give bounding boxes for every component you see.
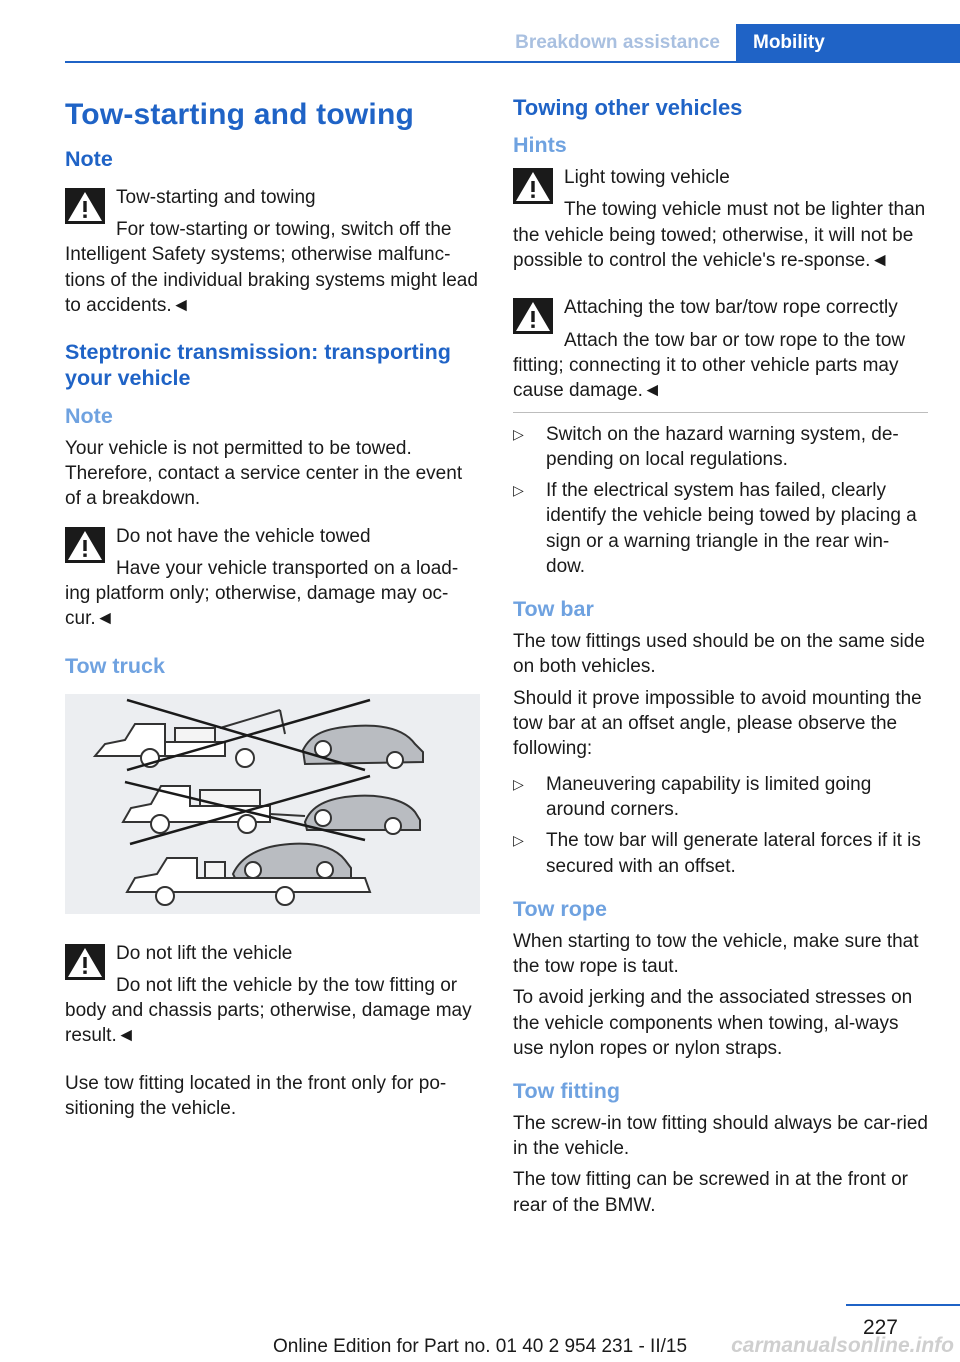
header-section-title: Breakdown assistance xyxy=(515,31,720,53)
warning-block xyxy=(65,185,480,318)
steptronic-note-text: Your vehicle is not permitted to be towed. Therefore, contact a service center in the event of a breakdown. xyxy=(65,437,463,510)
page-number: 227 xyxy=(862,1316,898,1339)
list-item-text: Maneuvering capability is limited going around corners. xyxy=(546,773,872,820)
warning-triangle-icon xyxy=(65,188,105,224)
page-title: Tow-starting and towing xyxy=(65,98,414,131)
tow-rope-text-2: To avoid jerking and the associated stresses on the vehicle components when towing, al-ways use nylon ropes or nylon straps. xyxy=(513,987,913,1059)
tow-fitting-heading: Tow fitting xyxy=(513,1079,621,1104)
list-item-text: If the electrical system has failed, clearly identify the vehicle being towed by placing a sign or a warning triangle in the rear win-dow. xyxy=(546,480,917,578)
list-item xyxy=(513,422,928,473)
note-heading: Note xyxy=(65,147,113,171)
list-divider xyxy=(513,412,928,413)
list-item xyxy=(513,828,928,879)
warning-triangle-icon xyxy=(65,944,105,980)
footer-rule xyxy=(846,1304,960,1306)
tow-rope-heading: Tow rope xyxy=(513,896,607,921)
warning-block xyxy=(65,524,480,632)
warning-title: Attaching the tow bar/tow rope correctly xyxy=(564,297,898,319)
right-column xyxy=(513,95,928,1224)
warning-body: For tow-starting or towing, switch off the Intelligent Safety systems; otherwise malfunc-tions of the individual braking systems might lead to accidents.◄ xyxy=(65,219,478,316)
tow-truck-text: Use tow fitting located in the front only for po-sitioning the vehicle. xyxy=(65,1072,447,1120)
triangle-bullet-icon: ▷ xyxy=(513,832,524,849)
warning-body: Have your vehicle transported on a load-ing platform only; otherwise, damage may oc-cur.◄ xyxy=(65,557,459,630)
steptronic-note-heading: Note xyxy=(65,403,113,428)
warning-block xyxy=(513,165,928,273)
tow-rope-text-1: When starting to tow the vehicle, make sure that the tow rope is taut. xyxy=(513,930,919,977)
warning-title: Do not have the vehicle towed xyxy=(116,525,371,547)
triangle-bullet-icon: ▷ xyxy=(513,425,524,442)
hints-list xyxy=(513,422,928,580)
warning-body: The towing vehicle must not be lighter than the vehicle being towed; otherwise, it will not be possible to control the vehicle's re-sponse.◄ xyxy=(513,199,926,272)
list-item xyxy=(513,772,928,823)
triangle-bullet-icon: ▷ xyxy=(513,482,524,499)
header-rule xyxy=(65,61,960,63)
tow-bar-text-1: The tow fittings used should be on the same side on both vehicles. xyxy=(513,631,925,678)
warning-title: Tow-starting and towing xyxy=(116,186,316,208)
warning-block xyxy=(513,295,928,403)
tow-truck-heading: Tow truck xyxy=(65,653,165,678)
tow-bar-list xyxy=(513,772,928,879)
footer-edition: Online Edition for Part no. 01 40 2 954 231 - II/15 xyxy=(272,1336,688,1357)
header-tab-mobility: Mobility xyxy=(736,24,960,61)
watermark: carmanualsonline.info xyxy=(731,1334,954,1357)
steptronic-heading: Steptronic transmission: transporting your vehicle xyxy=(65,340,451,391)
tow-truck-illustration xyxy=(65,694,480,914)
warning-block xyxy=(65,941,480,1049)
tow-fitting-text-1: The screw-in tow fitting should always be car-ried in the vehicle. xyxy=(513,1112,929,1160)
warning-body: Attach the tow bar or tow rope to the tow fitting; connecting it to other vehicle parts may cause damage.◄ xyxy=(513,329,906,402)
warning-title: Do not lift the vehicle xyxy=(116,942,293,964)
warning-body: Do not lift the vehicle by the tow fitting or body and chassis parts; otherwise, damage may result.◄ xyxy=(65,974,472,1047)
left-column xyxy=(65,95,480,1127)
warning-triangle-icon xyxy=(65,527,105,563)
towing-other-vehicles-heading: Towing other vehicles xyxy=(513,95,743,120)
hints-heading: Hints xyxy=(513,133,567,158)
warning-triangle-icon xyxy=(513,168,553,204)
triangle-bullet-icon: ▷ xyxy=(513,775,524,792)
tow-fitting-text-2: The tow fitting can be screwed in at the front or rear of the BMW. xyxy=(513,1169,908,1216)
list-item xyxy=(513,478,928,579)
list-item-text: The tow bar will generate lateral forces if it is secured with an offset. xyxy=(546,830,921,877)
tow-bar-text-2: Should it prove impossible to avoid mounting the tow bar at an offset angle, please observe the following: xyxy=(513,687,922,760)
list-item-text: Switch on the hazard warning system, de-pending on local regulations. xyxy=(546,423,899,470)
warning-title: Light towing vehicle xyxy=(564,167,730,189)
warning-triangle-icon xyxy=(513,298,553,334)
tow-bar-heading: Tow bar xyxy=(513,597,594,622)
